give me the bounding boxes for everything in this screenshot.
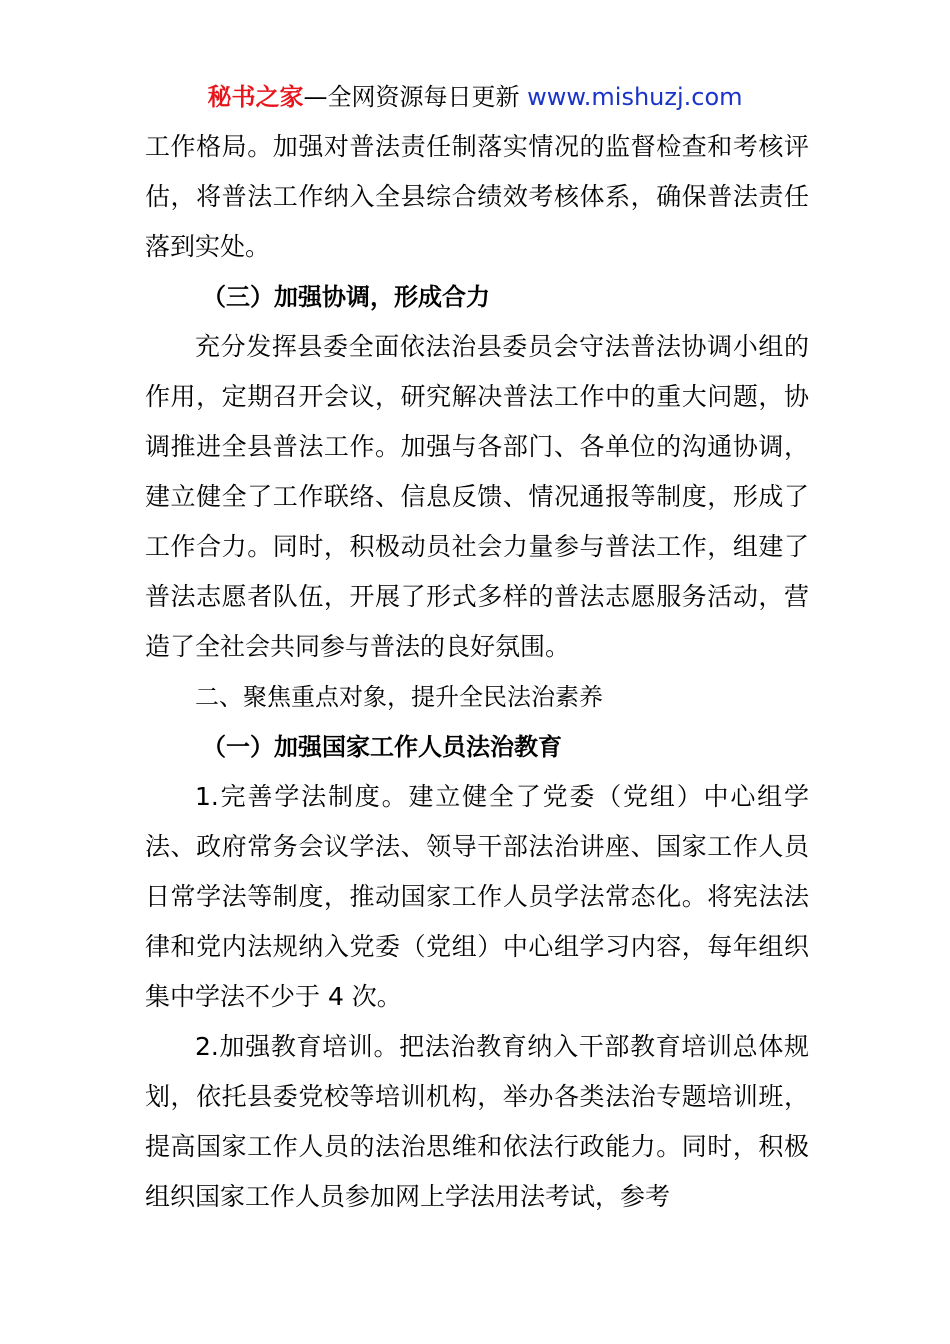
site-header — [0, 80, 950, 114]
site-url-link[interactable]: www.mishuzj.com — [519, 83, 743, 111]
site-tagline: —全网资源每日更新 — [303, 83, 520, 111]
paragraph-continued: 工作格局。加强对普法责任制落实情况的监督检查和考核评估，将普法工作纳入全县综合绩效考核体系，确保普法责任落到实处。 — [145, 132, 809, 261]
paragraph-training: 2.加强教育培训。把法治教育纳入干部教育培训总体规划，依托县委党校等培训机构，举办各类法治专题培训班，提高国家工作人员的法治思维和依法行政能力。同时，积极组织国家工作人员参加网上学法用法考试，参考 — [145, 1032, 809, 1211]
chapter-heading-2: 二、聚焦重点对象，提升全民法治素养 — [195, 683, 603, 711]
paragraph-study-system: 1.完善学法制度。建立健全了党委（党组）中心组学法、政府常务会议学法、领导干部法治讲座、国家工作人员日常学法等制度，推动国家工作人员学法常态化。将宪法法律和党内法规纳入党委（党组）中心组学习内容，每年组织集中学法不少于 4 次。 — [145, 782, 809, 1011]
section-heading-3: （三）加强协调，形成合力 — [202, 283, 490, 311]
site-brand: 秘书之家 — [207, 83, 304, 111]
section-heading-1: （一）加强国家工作人员法治教育 — [202, 733, 562, 761]
document-body — [145, 122, 809, 1222]
paragraph-coordination: 充分发挥县委全面依法治县委员会守法普法协调小组的作用，定期召开会议，研究解决普法工作中的重大问题，协调推进全县普法工作。加强与各部门、各单位的沟通协调，建立健全了工作联络、信息反馈、情况通报等制度，形成了工作合力。同时，积极动员社会力量参与普法工作，组建了普法志愿者队伍，开展了形式多样的普法志愿服务活动，营造了全社会共同参与普法的良好氛围。 — [145, 332, 809, 661]
